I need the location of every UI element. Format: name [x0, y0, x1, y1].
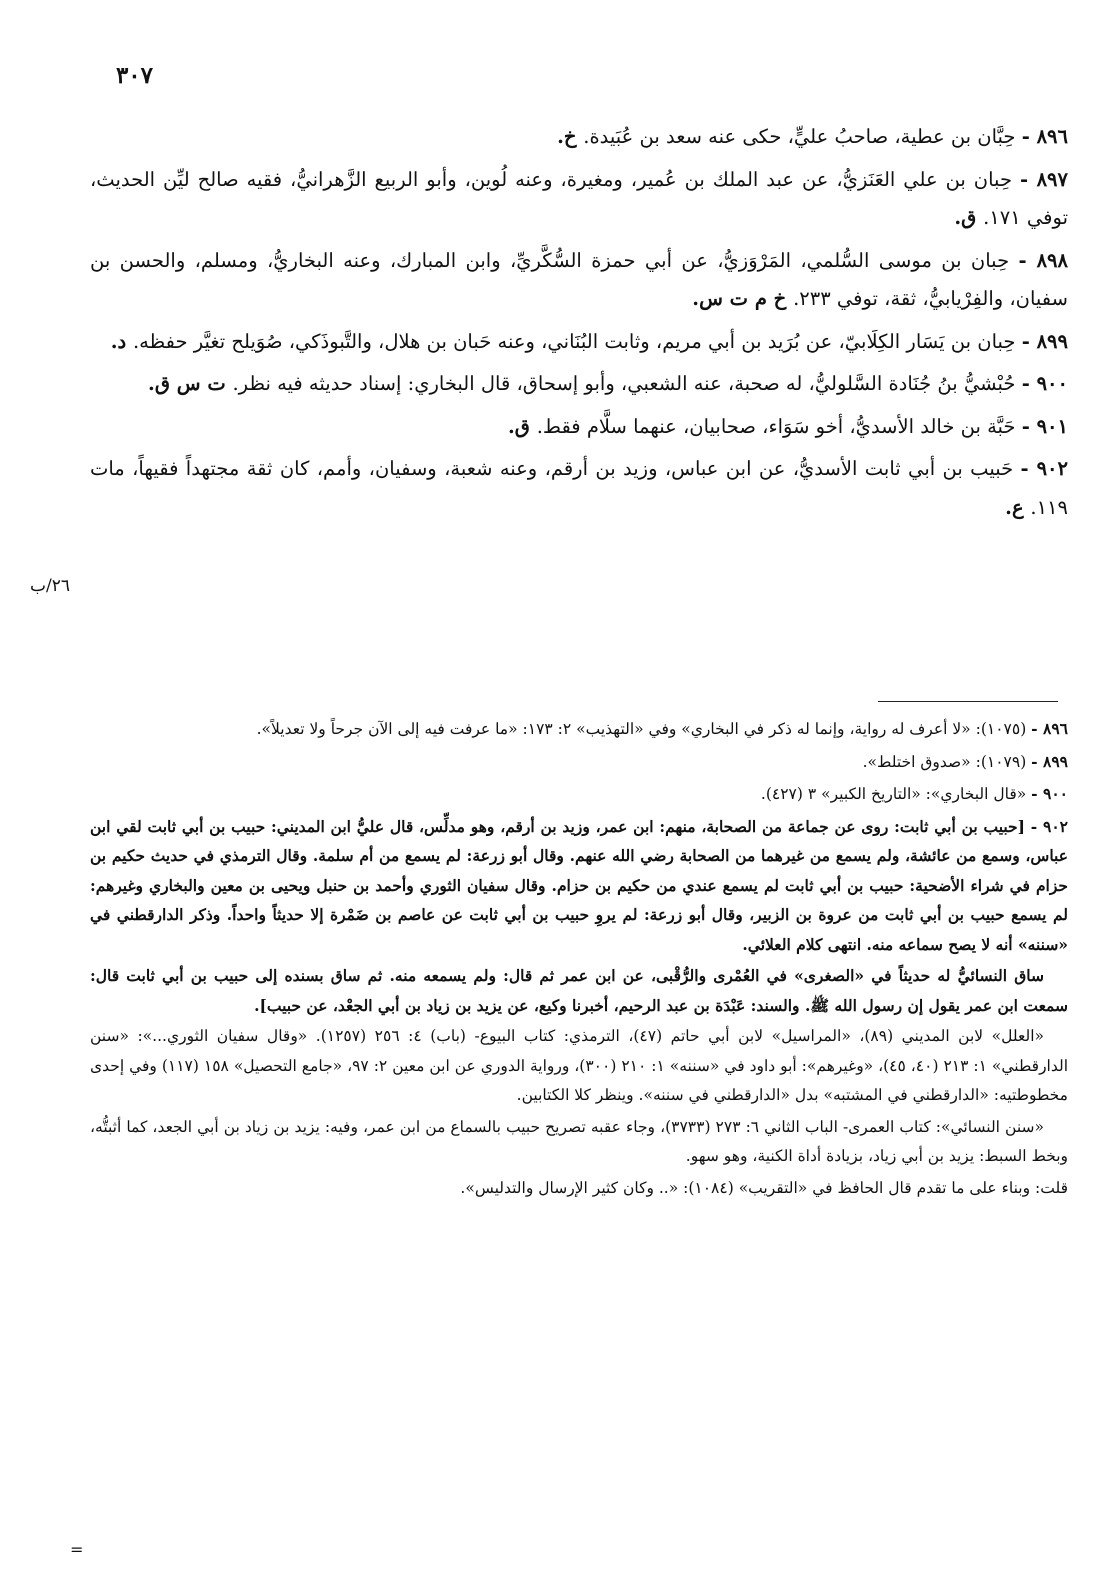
entry-number: ٩٠٢ - — [1020, 457, 1068, 480]
entry — [90, 242, 1068, 319]
footnote-text: ساق النسائيُّ له حديثاً في «الصغرى» في العُمْرى والرُّقْبى، عن ابن عمر ثم قال: ولم يسمعه منه. ثم ساق بسنده إلى حبيب بن أبي ثابت قال: سمعت ابن عمر يقول إن رسول الله ﷺ. والسند: عَبْدَة بن عبد الرحيم، أخبرنا وكيع، عن يزيد بن زياد بن أبي الجعْد، عن حبيب]. — [90, 966, 1068, 1015]
entry — [90, 323, 1068, 362]
entry-number: ٩٠١ - — [1021, 414, 1068, 438]
footnote — [90, 779, 1068, 810]
footnote-divider — [878, 701, 1058, 702]
entry-text: حُبْشيُّ بنُ جُنَادة السَّلوليُّ، له صحبة، عنه الشعبي، وأبو إسحاق، قال البخاري: إسناد حديثه فيه نظر. — [232, 372, 1022, 395]
footnote-text: [حبيب بن أبي ثابت: روى عن جماعة من الصحابة، منهم: ابن عمر، وزيد بن أرقم، وهو مدلِّس، قال عليُّ ابن المديني: حبيب بن أبي ثابت لقي ابن عباس، وسمع من عائشة، ولم يسمع من غيرهما من الصحابة رضي الله عنهم. وقال أبو زرعة: لم يسمع من أم سلمة. وقال الترمذي في حديث حكيم بن حزام في شراء الأضحية: حبيب بن أبي ثابت لم يسمع عندي من حكيم بن حزام. وقال سفيان الثوري وأحمد بن حنبل ويحيى بن معين والبخاري وغيرهم: لم يسمع حبيب بن أبي ثابت من عروة بن الزبير، وقال أبو زرعة: لم يروِ حبيب بن أبي ثابت عن عاصم بن ضَمْرة إلا حديثاً واحداً. وذكر الدارقطني في «سننه» أنه لا يصح سماعه منه. انتهى كلام العلائي. — [90, 816, 1068, 954]
entry-text: حِبان بن موسى السُّلمي، المَرْوَزيُّ، عن أبي حمزة السُّكَّريِّ، وابن المبارك، وعنه البخاريُّ، ومسلم، والحسن بن سفيان، والفِرْيابيُّ، ثقة، توفي ٢٣٣. — [90, 248, 1068, 310]
continuation-mark: = — [70, 1540, 84, 1559]
entries-list — [90, 118, 1068, 531]
entry-number: ٨٩٦ - — [1021, 125, 1068, 148]
entry — [90, 161, 1068, 238]
entry-number: ٨٩٧ - — [1019, 167, 1068, 191]
entry-number: ٨٩٨ - — [1018, 248, 1068, 272]
entry-source-code: ع. — [1005, 495, 1031, 519]
footnote-text: (١٠٧٩): «صدوق اختلط». — [862, 752, 1032, 771]
footnote-number: ٩٠٠ - — [1031, 784, 1068, 803]
footnote — [90, 714, 1068, 745]
entry — [90, 450, 1068, 527]
entry-text: حَبيب بن أبي ثابت الأسديُّ، عن ابن عباس، وزيد بن أرقم، وعنه شعبة، وسفيان، وأمم، كان ثقة مجتهداً فقيهاً، مات ١١٩. — [90, 457, 1068, 519]
footnote — [90, 1174, 1068, 1204]
entry — [90, 365, 1068, 404]
entry-source-code: خ. — [557, 125, 584, 148]
footnote-number: ٨٩٦ - — [1031, 719, 1068, 738]
entry-source-code: ق. — [954, 206, 984, 229]
margin-folio-note: ٢٦/ب — [30, 576, 70, 596]
entry-text: حَبَّة بن خالد الأسديُّ، أخو سَوَاء، صحابيان، عنهما سلَّام فقط. — [536, 414, 1022, 438]
footnote-text: (١٠٧٥): «لا أعرف له رواية، وإنما له ذكر في البخاري» وفي «التهذيب» ٢: ١٧٣: «ما عرفت فيه إلى الآن جرحاً ولا تعديلاً». — [256, 720, 1032, 738]
entry-text: حِبَّان بن عطية، صاحبُ عليٍّ، حكى عنه سعد بن عُبَيدة. — [583, 125, 1022, 148]
entry-source-code: خ م ت س. — [692, 287, 794, 310]
footnote-number: ٩٠٢ - — [1030, 816, 1068, 836]
footnote-text: «قال البخاري»: «التاريخ الكبير» ٣ (٤٢٧). — [760, 785, 1032, 803]
entry-number: ٩٠٠ - — [1021, 372, 1068, 395]
footnote — [90, 1113, 1068, 1172]
entry-text: حِبان بن يَسَار الكِلَابيّ، عن بُرَيد بن أبي مريم، وثابت البُنَاني، وعنه حَبان بن هلال، والتَّبوذَكي، صُوَيلح تغيَّر حفظه. — [132, 329, 1022, 353]
footnote — [90, 812, 1068, 960]
footnote-text: «سنن النسائي»: كتاب العمرى- الباب الثاني ٦: ٢٧٣ (٣٧٣٣)، وجاء عقبه تصريح حبيب بالسماع من ابن عمر، وفيه: يزيد بن زياد بن أبي الجعد، كما أثبتُّه، وبخط السبط: يزيد بن أبي زياد، بزيادة أداة الكنية، وهو سهو. — [90, 1117, 1068, 1165]
page-number: ٣٠٧ — [115, 62, 153, 89]
footnotes — [90, 714, 1068, 1205]
footnote-text: «العلل» لابن المديني (٨٩)، «المراسيل» لابن أبي حاتم (٤٧)، الترمذي: كتاب البيوع- (باب) ٤: ٢٥٦ (١٢٥٧). «وقال سفيان الثوري...»: «سنن الدارقطني» ١: ٢١٣ (٤٠، ٤٥)، «وغيرهم»: أبو داود في «سننه» ١: ٢١٠ (٣٠٠)، ورواية الدوري عن ابن معين ٢: ٩٧، «جامع التحصيل» ١٥٨ (١١٧) وفي إحدى مخطوطتيه: «الدارقطني في المشتبه» بدل «الدارقطني في سننه». وينظر كلا الكتابين. — [90, 1027, 1069, 1104]
footnote — [90, 961, 1068, 1020]
entry — [90, 118, 1068, 157]
footnote — [90, 747, 1068, 778]
footnote — [90, 1022, 1068, 1111]
footnote-number: ٨٩٩ - — [1031, 751, 1068, 771]
entry-source-code: ق. — [508, 414, 537, 438]
entry-source-code: ت س ق. — [148, 372, 233, 395]
entry — [90, 408, 1068, 447]
entry-number: ٨٩٩ - — [1021, 329, 1068, 353]
entry-text: حِبان بن علي العَنَزيُّ، عن عبد الملك بن عُمير، ومغيرة، وعنه لُوين، وأبو الربيع الزَّهرانيُّ، فقيه صالح ليِّن الحديث، توفي ١٧١. — [90, 167, 1068, 229]
footnote-text: قلت: وبناء على ما تقدم قال الحافظ في «التقريب» (١٠٨٤): «.. وكان كثير الإرسال والتدليس». — [460, 1178, 1068, 1197]
entry-source-code: د. — [110, 329, 133, 353]
